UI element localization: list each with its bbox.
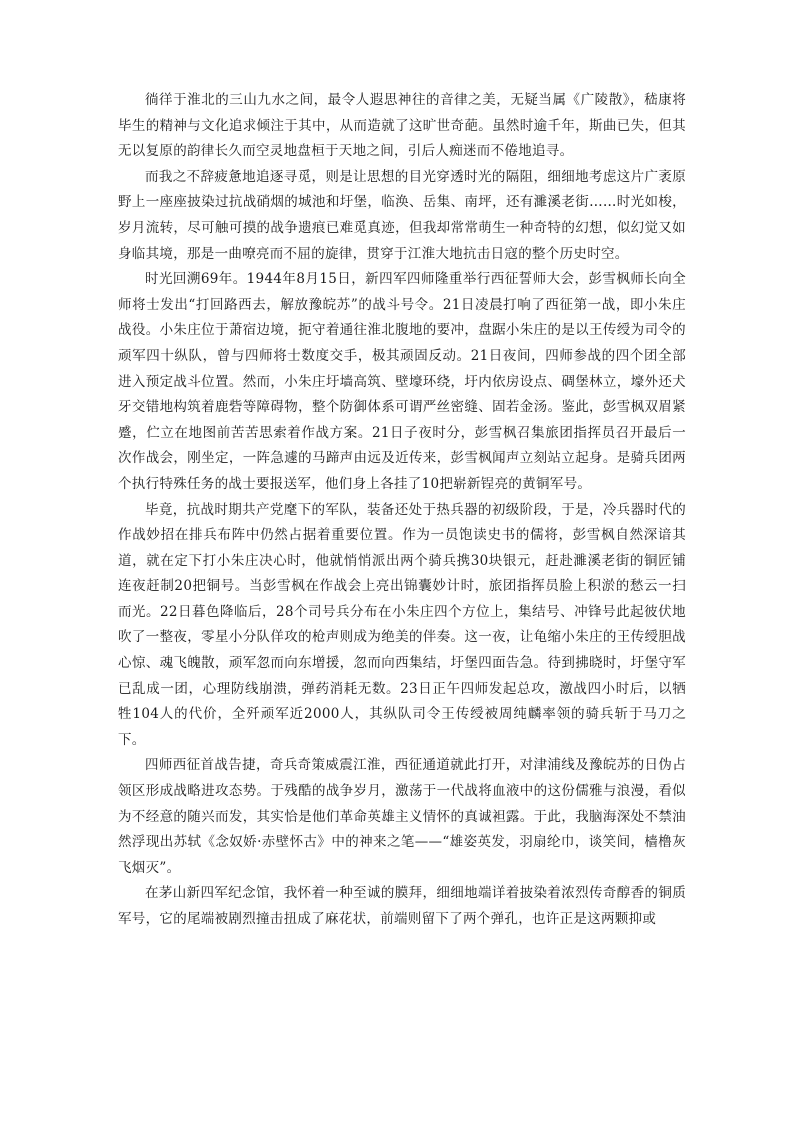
paragraph-1: 徜徉于淮北的三山九水之间，最令人遐思神往的音律之美，无疑当属《广陵散》，嵇康将毕生的精神与文化追求倾注于其中，从而造就了这旷世奇葩。虽然时逾千年，斯曲已失，但其无以复原的韵律长久而空灵地盘桓于天地之间，引后人痴迷而不倦地追寻。 [118, 92, 686, 160]
paragraph-5: 四师西征首战告捷，奇兵奇策威震江淮，西征通道就此打开，对津浦线及豫皖苏的日伪占领区形成战略进攻态势。于残酷的战争岁月，激荡于一代战将血液中的这份儒雅与浪漫，看似为不经意的随兴而发，其实恰是他们革命英雄主义情怀的真诚袒露。于此，我脑海深处不禁油然浮现出苏轼《念奴娇·赤壁怀古》中的神来之笔——“雄姿英发，羽扇纶巾，谈笑间，樯橹灰飞烟灭”。 [118, 757, 686, 876]
paragraph-6: 在茅山新四军纪念馆，我怀着一种至诚的膜拜，细细地端详着披染着浓烈传奇醇香的铜质军号，它的尾端被剧烈撞击扭成了麻花状，前端则留下了两个弹孔，也许正是这两颗抑或 [118, 885, 686, 927]
paragraph-3: 时光回溯69年。1944年8月15日，新四军四师隆重举行西征誓师大会，彭雪枫师长向全师将士发出“打回路西去，解放豫皖苏”的战斗号令。21日凌晨打响了西征第一战，即小朱庄战役。小朱庄位于萧宿边境，扼守着通往淮北腹地的要冲，盘踞小朱庄的是以王传绶为司令的顽军四十纵队，曾与四师将士数度交手，极其顽固反动。21日夜间，四师参战的四个团全部进入预定战斗位置。然而，小朱庄圩墙高筑、壁壕环绕，圩内依房设点、碉堡林立，壕外还犬牙交错地构筑着鹿砦等障碍物，整个防御体系可谓严丝密缝、固若金汤。鉴此，彭雪枫双眉紧蹙，伫立在地图前苦苦思索着作战方案。21日子夜时分，彭雪枫召集旅团指挥员召开最后一次作战会，刚坐定，一阵急遽的马蹄声由远及近传来，彭雪枫闻声立刻站立起身。是骑兵团两个执行特殊任务的战士要报送军，他们身上各挂了10把崭新锃亮的黄铜军号。 [118, 271, 686, 492]
article-body [118, 88, 686, 933]
paragraph-4: 毕竟，抗战时期共产党麾下的军队，装备还处于热兵器的初级阶段，于是，冷兵器时代的作战妙招在排兵布阵中仍然占据着重要位置。作为一员饱读史书的儒将，彭雪枫自然深谙其道，就在定下打小朱庄决心时，他就悄悄派出两个骑兵携30块银元，赶赴濉溪老街的铜匠铺连夜赶制20把铜号。当彭雪枫在作战会上亮出锦囊妙计时，旅团指挥员脸上积淤的愁云一扫而光。22日暮色降临后，28个司号兵分布在小朱庄四个方位上，集结号、冲锋号此起彼伏地吹了一整夜，零星小分队佯攻的枪声则成为绝美的伴奏。这一夜，让龟缩小朱庄的王传绶胆战心惊、魂飞魄散，顽军忽而向东增援，忽而向西集结，圩堡四面告急。待到拂晓时，圩堡守军已乱成一团，心理防线崩溃，弹药消耗无数。23日正午四师发起总攻，激战四小时后，以牺牲104人的代价，全歼顽军近2000人，其纵队司令王传绶被周纯麟率领的骑兵斩于马刀之下。 [118, 501, 686, 748]
paragraph-2: 而我之不辞疲惫地追逐寻觅，则是让思想的目光穿透时光的隔阻，细细地考虑这片广袤原野上一座座披染过抗战硝烟的城池和圩堡，临涣、岳集、南坪，还有濉溪老街……时光如梭，岁月流转，尽可触可摸的战争遗痕已难觅真迹，但我却常常萌生一种奇特的幻想，似幻觉又如身临其境，那是一曲嘹亮而不屈的旋律，贯穿于江淮大地抗击日寇的整个历史时空。 [118, 168, 686, 262]
